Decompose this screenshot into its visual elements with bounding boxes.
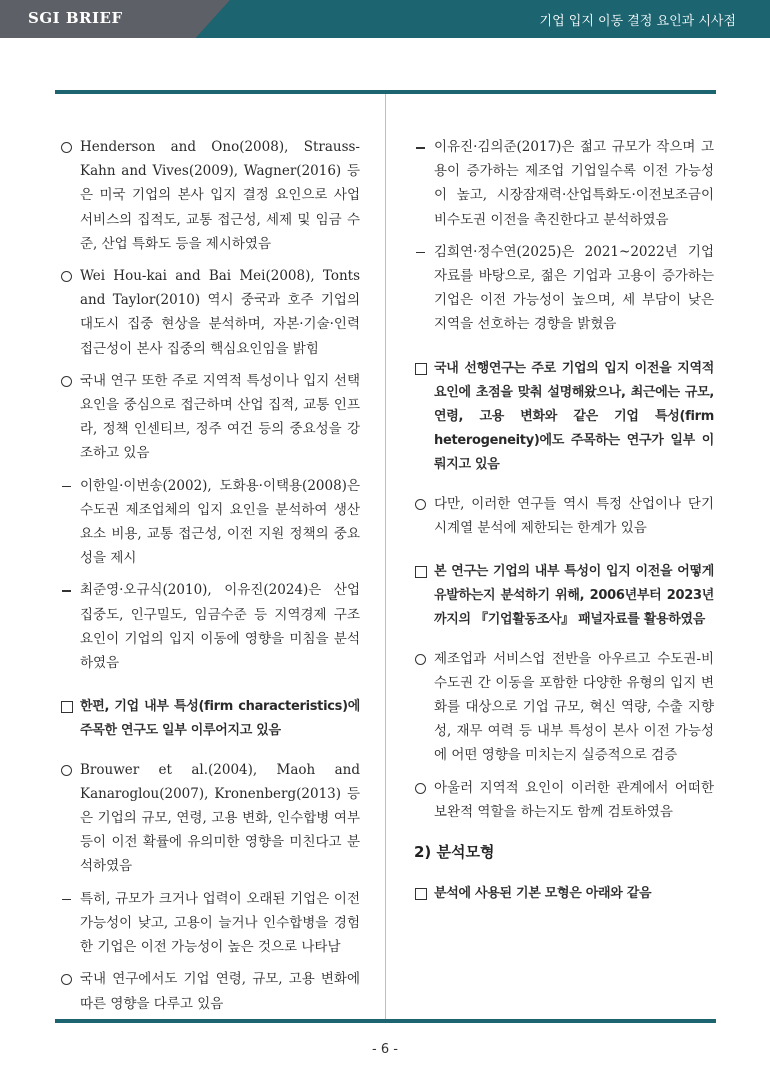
box-item bbox=[414, 882, 714, 906]
dash-item bbox=[60, 474, 360, 571]
bullet-item bbox=[60, 758, 360, 879]
dash-bullet-icon bbox=[416, 252, 425, 254]
section-heading: 2) 분석모형 bbox=[414, 843, 495, 862]
dash-bullet-icon bbox=[416, 147, 425, 149]
column-divider bbox=[385, 94, 386, 1019]
page-header bbox=[0, 0, 770, 38]
dash-item bbox=[414, 135, 714, 232]
box-text: 본 연구는 기업의 내부 특성이 입지 이전을 어떻게 유발하는지 분석하기 위해, 2006년부터 2023년까지의 『기업활동조사』 패널자료를 활용하였음 bbox=[434, 564, 714, 628]
bullet-text: Henderson and Ono(2008), Strauss-Kahn and Vives(2009), Wagner(2016) 등은 미국 기업의 본사 입지 결정 요인으로 사업 서비스의 집적도, 교통 접근성, 세제 및 임금 수준, 산업 특화도 등을 제시하였음 bbox=[80, 139, 360, 252]
left-column bbox=[60, 135, 360, 1024]
circle-bullet-icon bbox=[61, 765, 72, 776]
bullet-text: 아울러 지역적 요인이 이러한 관계에서 어떠한 보완적 역할을 하는지도 함께 검토하였음 bbox=[434, 779, 714, 820]
right-column bbox=[414, 135, 714, 914]
dash-bullet-icon bbox=[62, 899, 71, 901]
bullet-item bbox=[414, 647, 714, 768]
box-item bbox=[414, 560, 714, 633]
dash-item bbox=[60, 578, 360, 675]
dash-text: 김희연·정수연(2025)은 2021~2022년 기업 자료를 바탕으로, 젊은 기업과 고용이 증가하는 기업은 이전 가능성이 높으며, 세 부담이 낮은 지역을 선호하는 경향을 밝혔음 bbox=[434, 243, 714, 333]
square-bullet-icon bbox=[415, 566, 427, 578]
circle-bullet-icon bbox=[61, 376, 72, 387]
dash-text: 특히, 규모가 크거나 업력이 오래된 기업은 이전 가능성이 낮고, 고용이 늘거나 인수합병을 경험한 기업은 이전 가능성이 높은 것으로 나타남 bbox=[80, 890, 360, 956]
box-item bbox=[414, 357, 714, 478]
circle-bullet-icon bbox=[415, 499, 426, 510]
bullet-text: 다만, 이러한 연구들 역시 특정 산업이나 단기 시계열 분석에 제한되는 한계가 있음 bbox=[434, 495, 714, 536]
dash-bullet-icon bbox=[62, 486, 71, 488]
bullet-text: 국내 연구 또한 주로 지역적 특성이나 입지 선택 요인을 중심으로 접근하며 산업 집적, 교통 인프라, 정책 인센티브, 정주 여건 등의 중요성을 강조하고 있음 bbox=[80, 372, 360, 462]
bullet-text: 국내 연구에서도 기업 연령, 규모, 고용 변화에 따른 영향을 다루고 있음 bbox=[80, 971, 360, 1012]
bullet-text: Wei Hou-kai and Bai Mei(2008), Tonts and Taylor(2010) 역시 중국과 호주 기업의 대도시 집중 현상을 분석하며, 자본·기술·인력 접근성이 본사 집중의 핵심요인임을 밝힘 bbox=[80, 268, 360, 357]
dash-text: 최준영·오규식(2010), 이유진(2024)은 산업 집중도, 인구밀도, 임금수준 등 지역경제 구조 요인이 기업의 입지 이동에 영향을 미침을 분석하였음 bbox=[80, 582, 360, 672]
bullet-item bbox=[414, 492, 714, 540]
square-bullet-icon bbox=[415, 888, 427, 900]
dash-text: 이한일·이번송(2002), 도화용·이택용(2008)은 수도권 제조업체의 입지 요인을 분석하여 생산요소 비용, 교통 접근성, 이전 지원 정책의 중요성을 제시 bbox=[80, 477, 360, 567]
square-bullet-icon bbox=[415, 363, 427, 375]
circle-bullet-icon bbox=[61, 271, 72, 282]
square-bullet-icon bbox=[61, 701, 73, 713]
dash-item bbox=[60, 887, 360, 960]
bullet-text: Brouwer et al.(2004), Maoh and Kanaroglou(2007), Kronenberg(2013) 등은 기업의 규모, 연령, 고용 변화, 인수합병 여부 등이 이전 확률에 유의미한 영향을 미친다고 분석하였음 bbox=[80, 761, 360, 875]
circle-bullet-icon bbox=[415, 654, 426, 665]
bullet-item bbox=[414, 776, 714, 824]
dash-bullet-icon bbox=[62, 590, 71, 592]
box-text: 국내 선행연구는 주로 기업의 입지 이전을 지역적 요인에 초점을 맞춰 설명해왔으나, 최근에는 규모, 연령, 고용 변화와 같은 기업 특성(firm heterogeneity)에도 주목하는 연구가 일부 이뤄지고 있음 bbox=[434, 360, 714, 473]
bullet-item bbox=[60, 967, 360, 1015]
bullet-text: 제조업과 서비스업 전반을 아우르고 수도권-비수도권 간 이동을 포함한 다양한 유형의 입지 변화를 대상으로 기업 규모, 혁신 역량, 수출 지향성, 재무 여력 등 내부 특성이 본사 이전 가능성에 어떤 영향을 미치는지 실증적으로 검증 bbox=[434, 650, 714, 764]
page-number: - 6 - bbox=[372, 1042, 398, 1057]
dash-text: 이유진·김의준(2017)은 젊고 규모가 작으며 고용이 증가하는 제조업 기업일수록 이전 가능성이 높고, 시장잠재력·산업특화도·이전보조금이 비수도권 이전을 촉진한다고 분석하였음 bbox=[434, 139, 714, 228]
brand-label: SGI BRIEF bbox=[28, 9, 123, 27]
box-text: 분석에 사용된 기본 모형은 아래와 같음 bbox=[434, 886, 652, 902]
header-title: 기업 입지 이동 결정 요인과 시사점 bbox=[539, 14, 736, 29]
circle-bullet-icon bbox=[61, 974, 72, 985]
bullet-item bbox=[60, 264, 360, 361]
box-item bbox=[60, 695, 360, 743]
dash-item bbox=[414, 240, 714, 337]
bullet-item bbox=[60, 369, 360, 466]
box-text: 한편, 기업 내부 특성(firm characteristics)에 주목한 연구도 일부 이루어지고 있음 bbox=[80, 699, 360, 739]
circle-bullet-icon bbox=[61, 142, 72, 153]
circle-bullet-icon bbox=[415, 783, 426, 794]
bullet-item bbox=[60, 135, 360, 256]
